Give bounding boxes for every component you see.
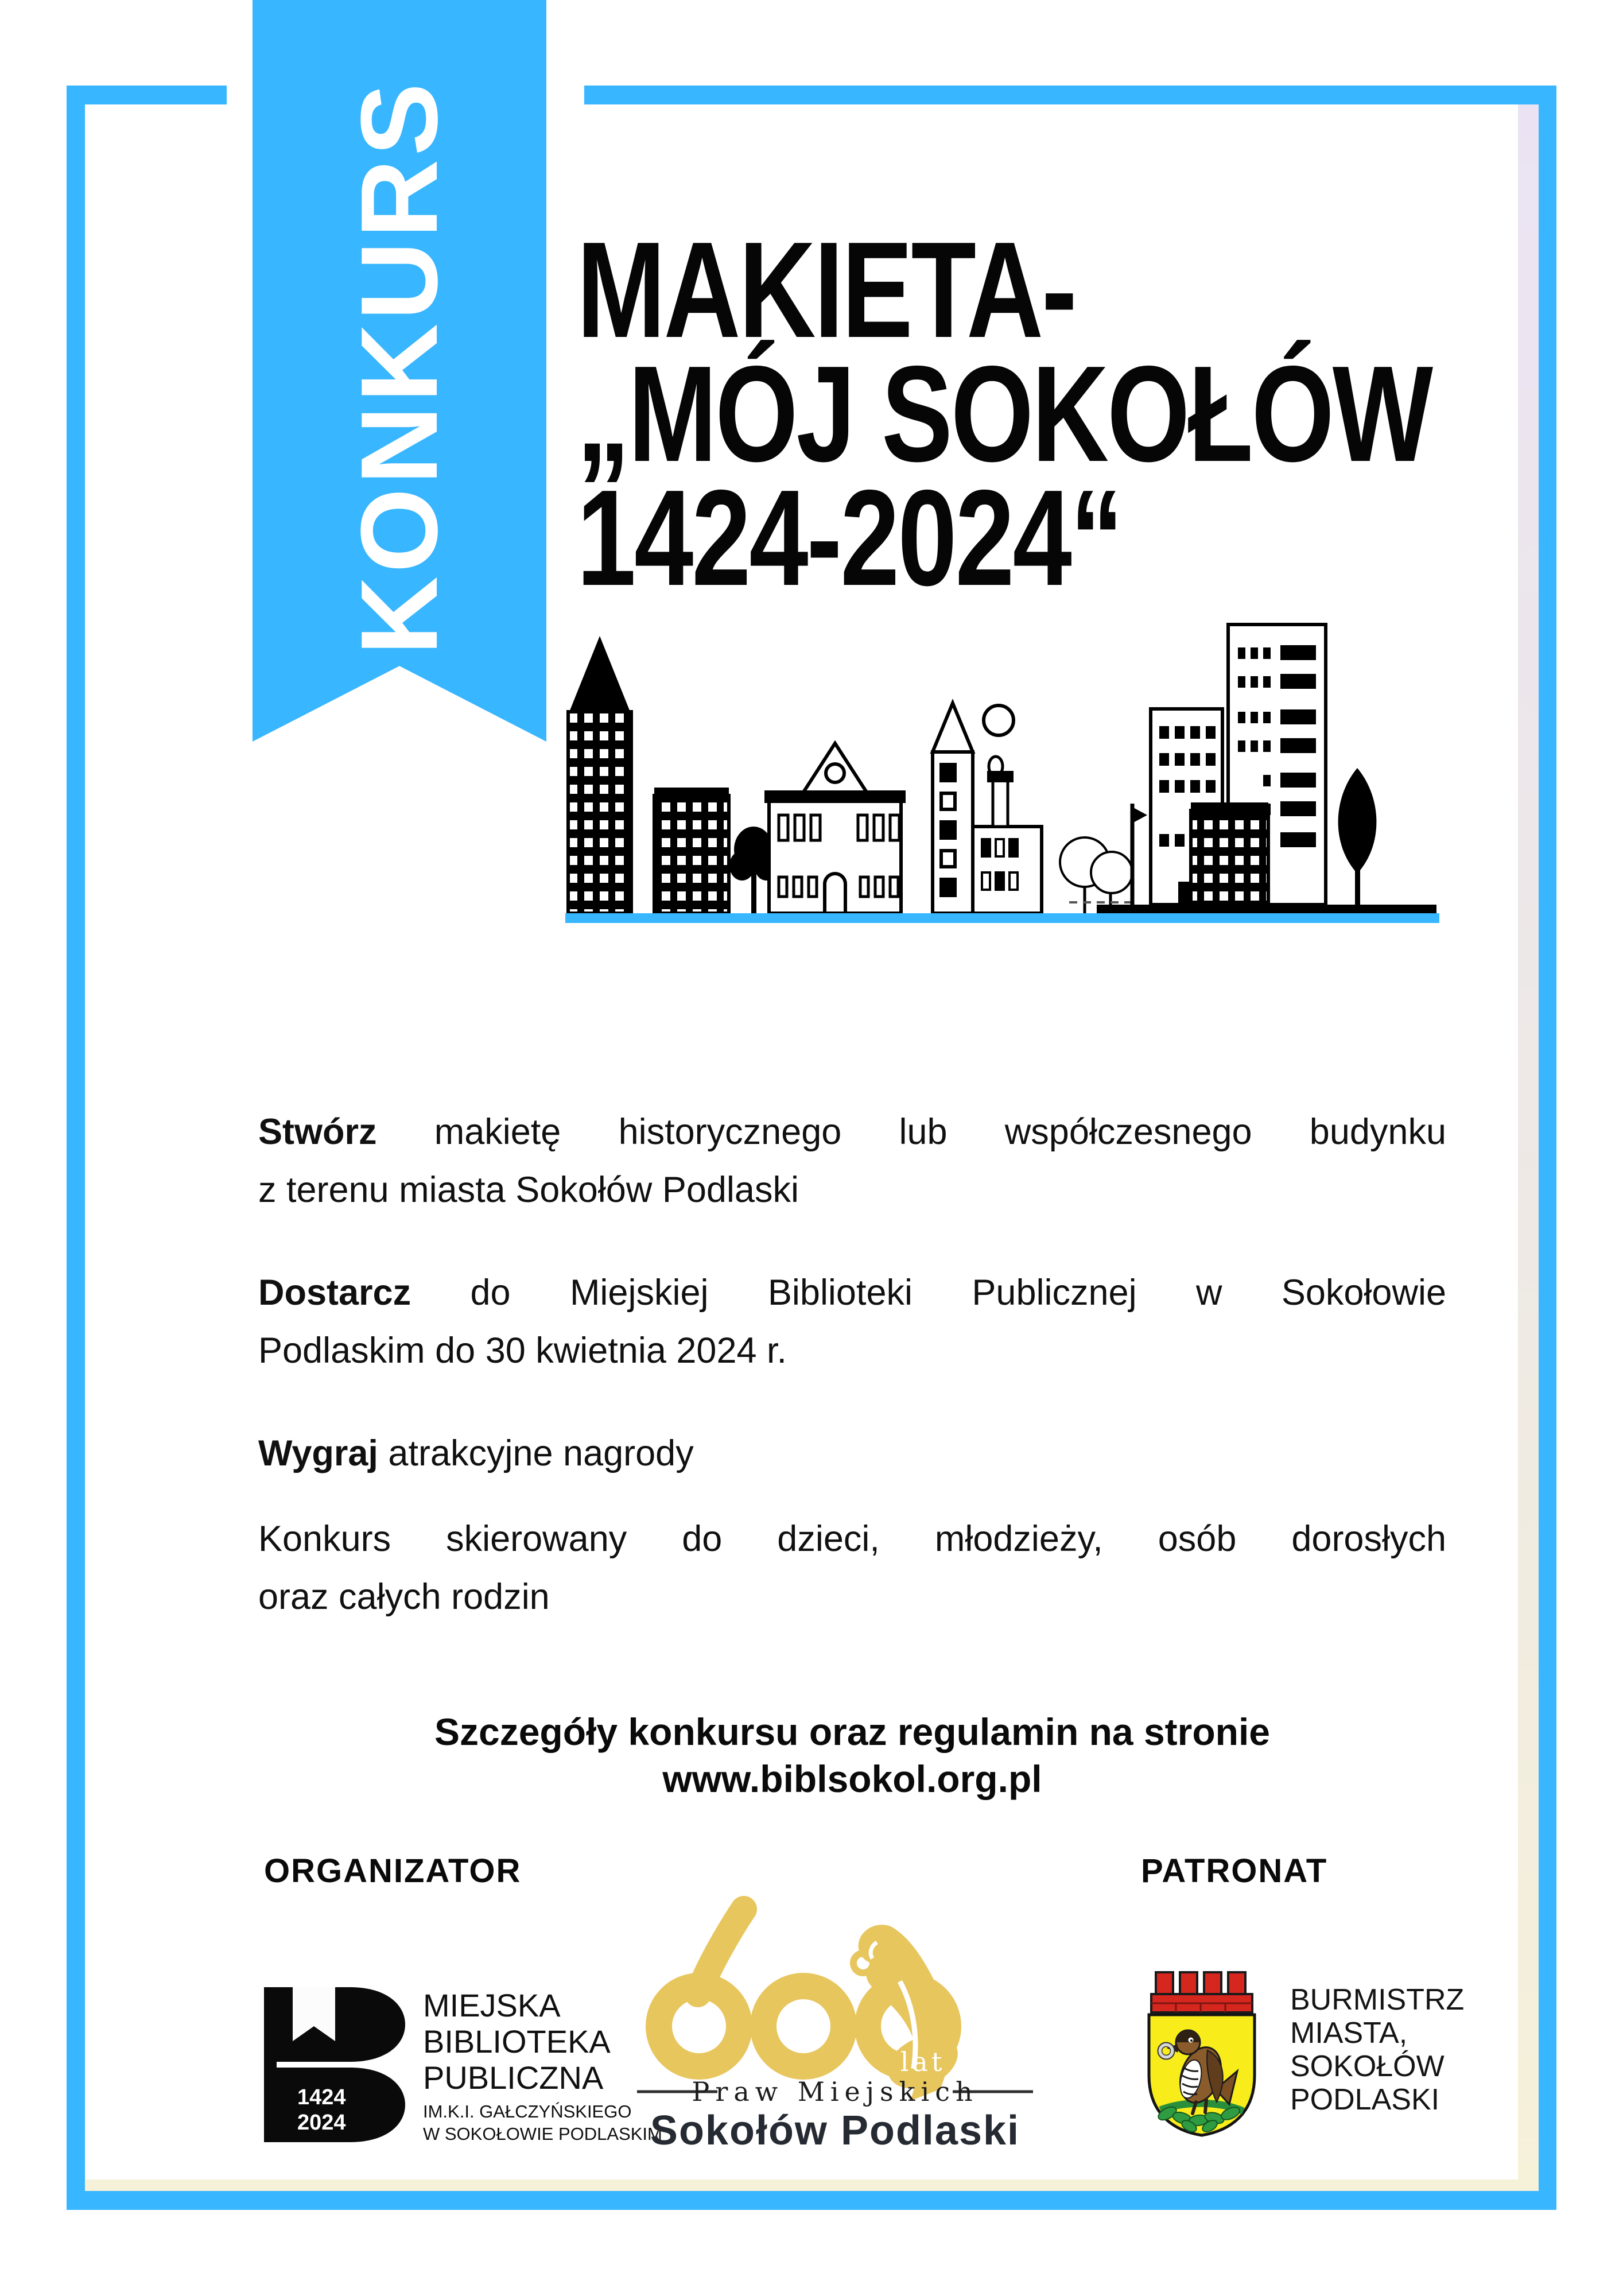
anniversary-lat-label: lat — [900, 2046, 946, 2077]
inner-tint-strip-bottom — [85, 2179, 1539, 2191]
library-logo-year-start: 1424 — [297, 2085, 346, 2109]
patron-name-line: BURMISTRZ — [1290, 1983, 1465, 2016]
coat-of-arms — [1132, 1969, 1272, 2141]
patron-heading: PATRONAT — [1141, 1852, 1328, 1890]
ground-black-strip — [1097, 905, 1436, 914]
anniversary-city: Sokołów Podlaski — [650, 2108, 1020, 2154]
ground-blue-strip — [565, 913, 1439, 923]
frame-border-top-left — [67, 86, 227, 104]
poplar-tree-icon — [1338, 768, 1377, 913]
city-skyline-illustration — [565, 603, 1439, 923]
patron-name-line: PODLASKI — [1290, 2083, 1440, 2116]
mural-crown-icon — [1151, 1972, 1252, 2012]
front-building-icon — [1191, 802, 1268, 905]
anniversary-tagline: Praw Miejskich — [692, 2076, 979, 2107]
park-trees-icon — [1060, 804, 1147, 913]
organizer-name-block — [423, 1987, 662, 2145]
spire-tower-icon — [933, 703, 1042, 913]
ribbon-label: KONKURS — [339, 79, 460, 656]
poster-title — [577, 214, 1623, 614]
frame-border-bottom — [67, 2191, 1556, 2210]
organizer-subtitle: IM.K.I. GAŁCZYŃSKIEGO W SOKOŁOWIE PODLASKIM — [423, 2101, 662, 2144]
title-line-3: 1424-2024“ — [577, 462, 1122, 614]
details-note-line: Szczegóły konkursu oraz regulamin na stronie — [434, 1711, 1271, 1753]
library-logo — [264, 1981, 409, 2148]
organizer-name-line: PUBLICZNA — [423, 2060, 604, 2096]
title-line-1: MAKIETA- — [577, 214, 1075, 366]
cta-paragraph: Dostarcz do Miejskiej Biblioteki Publicznej w Sokołowie Podlaskim do 30 kwietnia 2024 r. — [258, 1273, 1446, 1371]
frame-border-top-right — [584, 86, 1556, 104]
body-paragraphs — [258, 1103, 1446, 1626]
organizer-name-line: BIBLIOTEKA — [423, 2023, 611, 2060]
annex-building-icon — [654, 788, 729, 913]
library-logo-year-end: 2024 — [297, 2111, 346, 2135]
frame-border-left — [67, 86, 85, 2210]
patron-name-line: SOKOŁÓW — [1290, 2050, 1445, 2083]
website-url: www.biblsokol.org.pl — [662, 1758, 1042, 1800]
library-logo-spine — [264, 1987, 277, 2142]
organizer-name-line: MIEJSKA — [423, 1987, 561, 2023]
cta-paragraph: Konkurs skierowany do dzieci, młodzieży, osób dorosłych oraz całych rodzin — [258, 1519, 1446, 1617]
cta-paragraph: Stwórz makietę historycznego lub współczesnego budynku z terenu miasta Sokołów Podlaski — [258, 1112, 1446, 1210]
patron-name-line: MIASTA, — [1290, 2016, 1408, 2050]
cta-paragraph: Wygraj atrakcyjne nagrody — [258, 1433, 694, 1473]
tower-building-icon — [568, 636, 631, 913]
organizer-heading: ORGANIZATOR — [264, 1852, 522, 1890]
anniversary-600-logo — [631, 1890, 1039, 2155]
school-building-icon — [766, 743, 904, 913]
details-note — [258, 1708, 1446, 1802]
patron-name-block — [1290, 1983, 1464, 2116]
title-line-2: „MÓJ SOKOŁÓW — [577, 338, 1431, 490]
